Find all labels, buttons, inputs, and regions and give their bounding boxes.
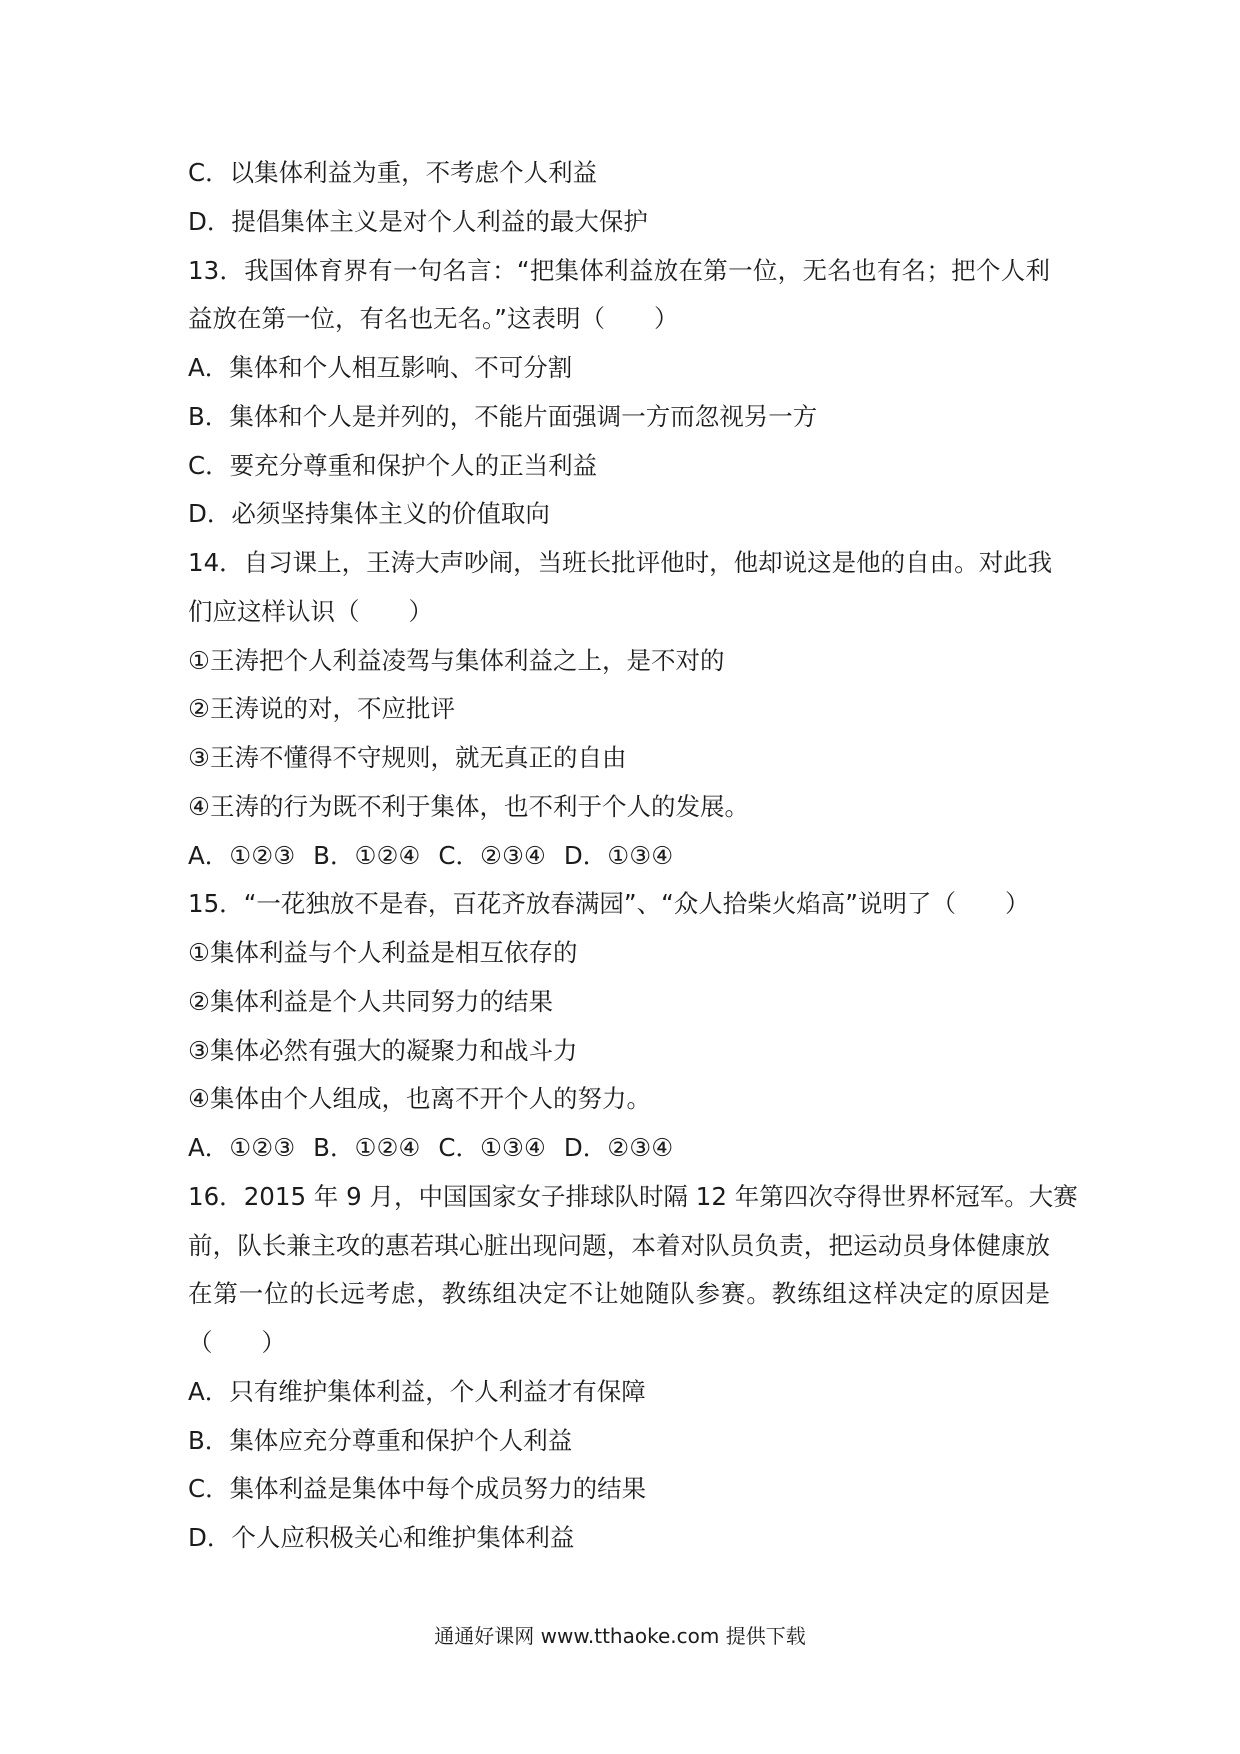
question-14-number: 14．	[188, 548, 244, 577]
option-text: ①②④	[354, 840, 421, 870]
option-text: 只有维护集体利益，个人利益才有保障	[229, 1376, 646, 1406]
question-12-option-d	[188, 198, 1050, 247]
question-14-options	[188, 832, 1050, 881]
option-label: C．	[188, 450, 230, 480]
question-15-statement-1: ①集体利益与个人利益是相互依存的	[188, 938, 578, 967]
option-text: 必须坚持集体主义的价值取向	[231, 499, 550, 529]
option-text: ①③④	[480, 1133, 546, 1162]
option-text: 集体应充分尊重和保护个人利益	[229, 1425, 573, 1455]
option-text: 以集体利益为重，不考虑个人利益	[229, 158, 598, 187]
question-13-stem-text: 益放在第一位，有名也无名。”这表明（ ）	[188, 304, 679, 334]
option-label: B．	[188, 1425, 230, 1455]
question-15-option-a	[188, 1124, 295, 1173]
question-13-option-d	[188, 490, 1050, 539]
option-label: B．	[188, 401, 230, 431]
question-13-option-a	[188, 344, 1050, 393]
question-16-answer-blank: （ ）	[188, 1328, 286, 1357]
question-15-options	[188, 1124, 1050, 1173]
option-label: A．	[188, 1133, 230, 1162]
option-label: C．	[188, 1474, 230, 1504]
question-14-stem-line-2	[188, 588, 1050, 637]
question-16-option-d	[188, 1514, 1050, 1563]
question-16-stem-text: 2015 年 9 月，中国国家女子排球队时隔 12 年第四次夺得世界杯冠军。大赛	[243, 1181, 1078, 1211]
question-15-stem-line-1	[188, 880, 1050, 929]
option-text: 集体利益是集体中每个成员努力的结果	[229, 1474, 647, 1504]
question-16-stem-text: 在第一位的长远考虑，教练组决定不让她随队参赛。教练组这样决定的原因是	[188, 1279, 1050, 1309]
question-14-statement-4: ④王涛的行为既不利于集体，也不利于个人的发展。	[188, 791, 749, 821]
option-text: ①②③	[229, 1133, 296, 1162]
option-label: D．	[563, 840, 608, 870]
question-16-stem-line-3	[188, 1270, 1050, 1319]
option-label: A．	[188, 353, 230, 382]
question-14-stem-text: 们应这样认识（ ）	[188, 596, 433, 626]
question-14-stem-line-1	[188, 539, 1053, 588]
question-16-option-c	[188, 1465, 1050, 1514]
option-label: B．	[313, 840, 355, 870]
question-13-number: 13．	[188, 255, 245, 285]
option-text: 集体和个人相互影响、不可分割	[229, 353, 573, 382]
question-15-option-d	[564, 1124, 673, 1173]
question-14-option-c	[438, 832, 546, 881]
question-15-statement-3: ③集体必然有强大的凝聚力和战斗力	[188, 1035, 578, 1065]
option-label: C．	[438, 840, 480, 870]
option-label: D．	[188, 206, 232, 236]
question-14-option-d	[564, 832, 673, 881]
option-text: ①③④	[607, 840, 674, 870]
question-16-stem-line-2	[188, 1222, 1050, 1271]
question-13-stem-line-1	[188, 247, 1050, 296]
question-15-option-b	[313, 1124, 420, 1173]
question-14-option-a	[188, 832, 295, 881]
option-label: C．	[438, 1133, 480, 1162]
option-text: ①②④	[354, 1133, 421, 1162]
question-14-stem-text: 自习课上，王涛大声吵闹，当班长批评他时，他却说这是他的自由。对此我	[243, 548, 1053, 577]
question-16-option-a	[188, 1368, 1050, 1417]
option-text: 提倡集体主义是对个人利益的最大保护	[231, 206, 648, 236]
option-label: B．	[313, 1133, 355, 1162]
question-14-option-b	[313, 832, 420, 881]
option-label: A．	[188, 840, 230, 870]
option-label: D．	[563, 1133, 608, 1162]
option-text: ②③④	[607, 1133, 674, 1162]
question-15-number: 15．	[188, 889, 244, 919]
option-text: 个人应积极关心和维护集体利益	[231, 1523, 575, 1552]
question-16-stem-line-4	[188, 1319, 1050, 1368]
question-14-statement-1: ①王涛把个人利益凌驾与集体利益之上，是不对的	[188, 645, 725, 675]
question-15-statement-2: ②集体利益是个人共同努力的结果	[188, 986, 553, 1016]
question-13-option-c	[188, 442, 1050, 491]
option-label: C．	[188, 158, 230, 187]
question-14-statement-3: ③王涛不懂得不守规则，就无真正的自由	[188, 743, 627, 772]
question-15-statement-4: ④集体由个人组成，也离不开个人的努力。	[188, 1084, 651, 1114]
question-13-stem-text: 我国体育界有一句名言：“把集体利益放在第一位，无名也有名；把个人利	[244, 255, 1050, 285]
page-footer: 通通好课网 www.tthaoke.com 提供下载	[434, 1624, 806, 1648]
question-16-stem-line-1	[188, 1173, 1078, 1222]
question-13-option-b	[188, 393, 1050, 442]
question-12-option-c	[188, 149, 1050, 198]
option-label: A．	[188, 1376, 230, 1406]
question-16-number: 16．	[188, 1181, 244, 1211]
option-label: D．	[188, 499, 232, 529]
question-13-stem-line-2	[188, 295, 1050, 344]
option-text: 要充分尊重和保护个人的正当利益	[229, 450, 598, 480]
question-16-stem-text: 前，队长兼主攻的惠若琪心脏出现问题，本着对队员负责，把运动员身体健康放	[188, 1230, 1050, 1260]
question-15-stem-text: “一花独放不是春，百花齐放春满园”、“众人拾柴火焰高”说明了（ ）	[243, 889, 1030, 919]
question-16-option-b	[188, 1417, 1050, 1466]
option-text: 集体和个人是并列的，不能片面强调一方而忽视另一方	[229, 401, 818, 431]
option-text: ②③④	[480, 840, 546, 870]
page-content	[188, 149, 1078, 1563]
question-15-option-c	[438, 1124, 546, 1173]
question-14-statement-2: ②王涛说的对，不应批评	[188, 694, 455, 724]
option-label: D．	[188, 1523, 232, 1552]
option-text: ①②③	[229, 840, 296, 870]
